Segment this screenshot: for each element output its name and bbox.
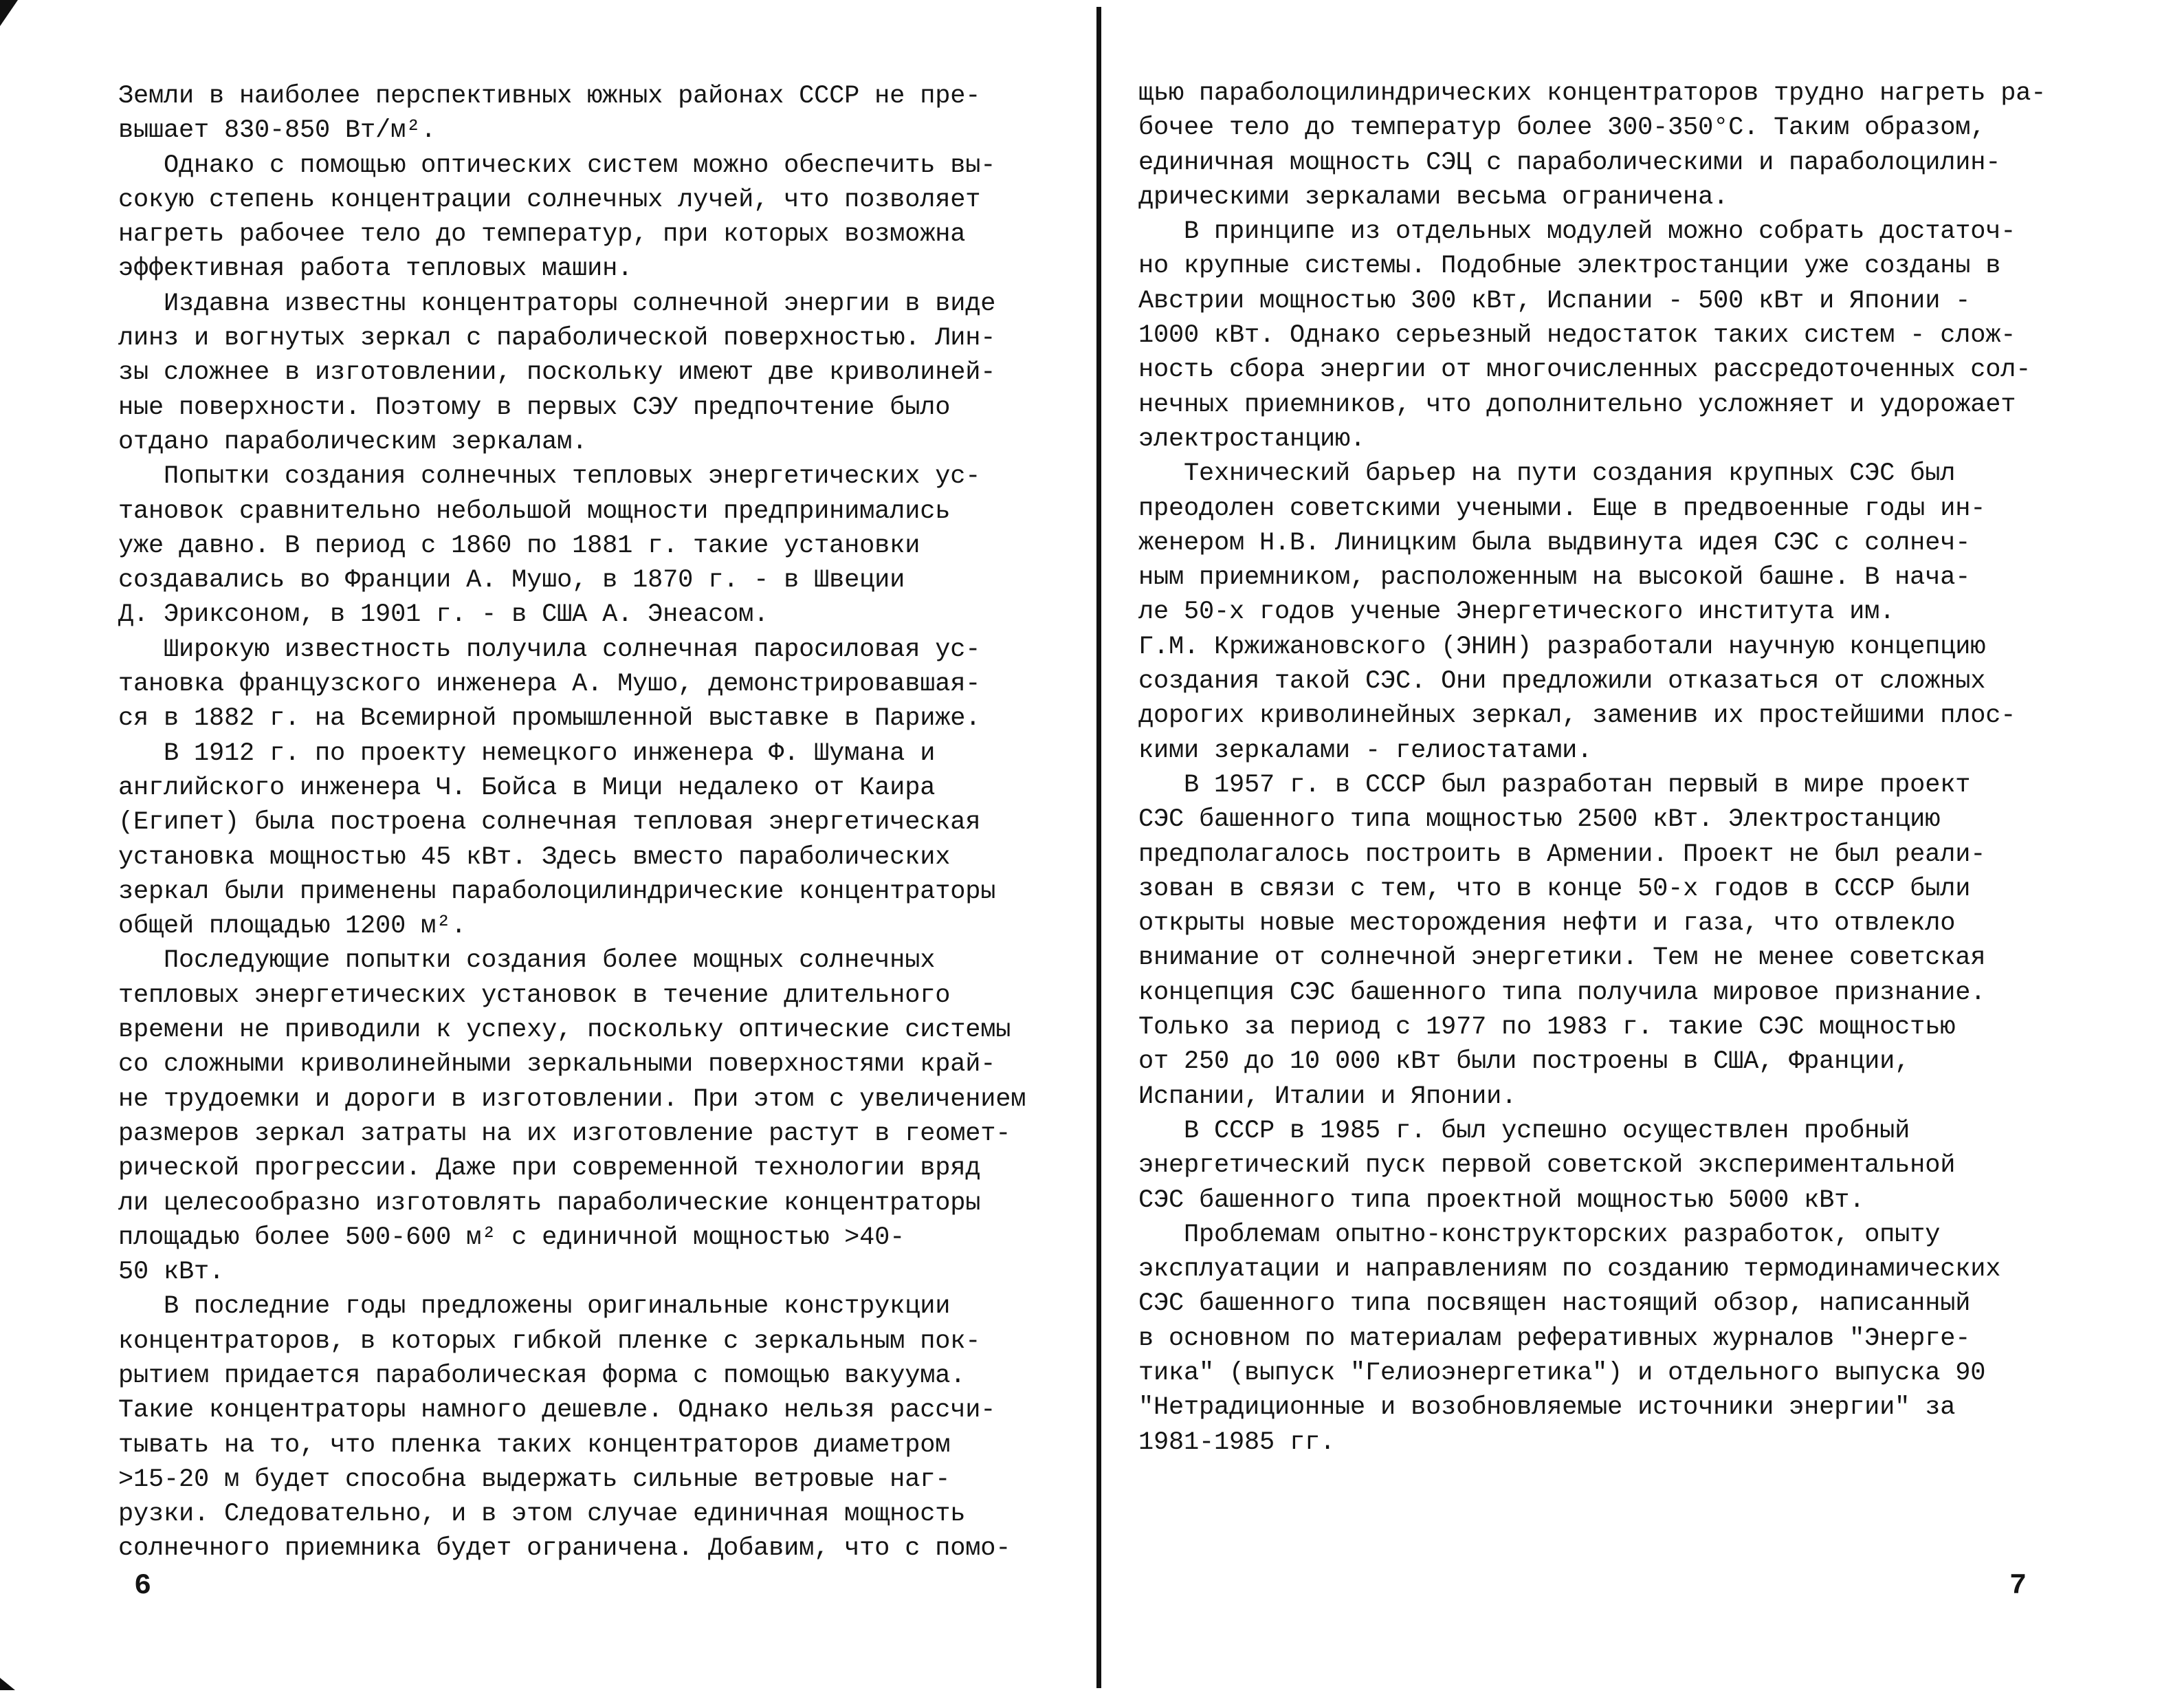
text-line: Последующие попытки создания более мощных солнечных xyxy=(118,946,936,976)
text-line: линз и вогнутых зеркал с параболической поверхностью. Лин- xyxy=(118,324,996,353)
text-line: создавались во Франции А. Мушо, в 1870 г. - в Швеции xyxy=(118,566,905,595)
right-page-number: 7 xyxy=(2009,1569,2027,1602)
text-line: Только за период с 1977 по 1983 г. такие СЭС мощностью xyxy=(1138,1013,1956,1042)
text-line: английского инженера Ч. Бойса в Мици недалеко от Каира xyxy=(118,773,936,802)
left-page-number: 6 xyxy=(134,1569,152,1602)
text-line: бочее тело до температур более 300-350°С. Таким образом, xyxy=(1138,113,1986,143)
text-line: кими зеркалами - гелиостатами. xyxy=(1138,736,1593,765)
text-line: нечных приемников, что дополнительно усложняет и удорожает xyxy=(1138,390,2016,419)
text-line: Г.М. Кржижановского (ЭНИН) разработали научную концепцию xyxy=(1138,632,1986,661)
text-line: Испании, Италии и Японии. xyxy=(1138,1082,1517,1111)
text-line: площадью более 500-600 м² с единичной мощностью >40- xyxy=(118,1223,905,1252)
text-line: отдано параболическим зеркалам. xyxy=(118,427,588,457)
text-line: тика" (выпуск "Гелиоэнергетика") и отдельного выпуска 90 xyxy=(1138,1358,1986,1388)
text-line: открыты новые месторождения нефти и газа, что отвлекло xyxy=(1138,909,1956,939)
text-line: В СССР в 1985 г. был успешно осуществлен пробный xyxy=(1138,1116,1910,1146)
right-page-text xyxy=(1138,76,2115,1460)
text-line: но крупные системы. Подобные электростанции уже созданы в xyxy=(1138,252,2001,281)
text-line: Издавна известны концентраторы солнечной энергии в виде xyxy=(118,289,996,318)
text-line: Австрии мощностью 300 кВт, Испании - 500 кВт и Японии - xyxy=(1138,286,1971,316)
text-line: тановок сравнительно небольшой мощности предпринимались xyxy=(118,496,951,526)
text-line: ность сбора энергии от многочисленных рассредоточенных сол- xyxy=(1138,356,2031,385)
text-line: зеркал были применены параболоцилиндрические концентраторы xyxy=(118,877,996,906)
right-page xyxy=(1112,0,2184,1695)
text-line: щью параболоцилиндрических концентраторов трудно нагреть ра- xyxy=(1138,79,2047,108)
text-line: (Египет) была построена солнечная тепловая энергетическая xyxy=(118,808,981,838)
text-line: не трудоемки и дороги в изготовлении. При этом с увеличением xyxy=(118,1084,1026,1114)
text-line: в основном по материалам реферативных журналов "Энерге- xyxy=(1138,1324,1971,1353)
text-line: электростанцию. xyxy=(1138,424,1366,454)
text-line: предполагалось построить в Армении. Проект не был реали- xyxy=(1138,840,1986,869)
text-line: дорогих криволинейных зеркал, заменив их простейшими плос- xyxy=(1138,701,2016,731)
left-page-text xyxy=(118,79,1067,1566)
text-line: эффективная работа тепловых машин. xyxy=(118,254,633,284)
text-line: Д. Эриксоном, в 1901 г. - в США А. Энеасом. xyxy=(118,600,769,630)
text-line: тывать на то, что пленка таких концентраторов диаметром xyxy=(118,1430,951,1460)
text-line: СЭС башенного типа проектной мощностью 5000 кВт. xyxy=(1138,1185,1865,1215)
text-line: Попытки создания солнечных тепловых энергетических ус- xyxy=(118,462,981,492)
text-line: внимание от солнечной энергетики. Тем не менее советская xyxy=(1138,943,1986,973)
text-line: солнечного приемника будет ограничена. Добавим, что с помо- xyxy=(118,1534,1011,1564)
text-line: Широкую известность получила солнечная паросиловая ус- xyxy=(118,635,981,664)
text-line: со сложными криволинейными зеркальными поверхностями край- xyxy=(118,1050,996,1080)
text-line: В последние годы предложены оригинальные конструкции xyxy=(118,1292,951,1322)
text-line: СЭС башенного типа мощностью 2500 кВт. Электростанцию xyxy=(1138,805,1941,835)
text-line: Технический барьер на пути создания крупных СЭС был xyxy=(1138,459,1956,489)
text-line: зы сложнее в изготовлении, поскольку имеют две криволиней- xyxy=(118,358,996,388)
text-line: рузки. Следовательно, и в этом случае единичная мощность xyxy=(118,1500,966,1529)
text-line: тепловых энергетических установок в течение длительного xyxy=(118,981,951,1010)
text-line: нагреть рабочее тело до температур, при которых возможна xyxy=(118,220,966,250)
text-line: тановка французского инженера А. Мушо, демонстрировавшая- xyxy=(118,670,981,699)
text-line: преодолен советскими учеными. Еще в предвоенные годы ин- xyxy=(1138,494,1986,523)
text-line: эксплуатации и направлениям по созданию термодинамических xyxy=(1138,1255,2001,1284)
text-line: единичная мощность СЭЦ с параболическими и параболоцилин- xyxy=(1138,148,2001,177)
text-line: рытием придается параболическая форма с помощью вакуума. xyxy=(118,1361,966,1390)
text-line: 1981-1985 гг. xyxy=(1138,1428,1336,1457)
text-line: зован в связи с тем, что в конце 50-х годов в СССР были xyxy=(1138,874,1971,904)
text-line: ным приемником, расположенным на высокой башне. В нача- xyxy=(1138,563,1971,593)
text-line: ле 50-х годов ученые Энергетического института им. xyxy=(1138,598,1895,627)
text-line: >15-20 м будет способна выдержать сильные ветровые наг- xyxy=(118,1465,951,1494)
text-line: общей площадью 1200 м². xyxy=(118,912,467,941)
text-line: 50 кВт. xyxy=(118,1258,225,1287)
text-line: энергетический пуск первой советской экспериментальной xyxy=(1138,1151,1956,1181)
text-line: Земли в наиболее перспективных южных районах СССР не пре- xyxy=(118,82,981,111)
text-line: "Нетрадиционные и возобновляемые источники энергии" за xyxy=(1138,1393,1956,1423)
text-line: уже давно. В период с 1860 по 1881 г. такие установки xyxy=(118,531,920,560)
text-line: Проблемам опытно-конструкторских разработок, опыту xyxy=(1138,1220,1941,1249)
text-line: В 1957 г. в СССР был разработан первый в мире проект xyxy=(1138,770,1971,800)
text-line: от 250 до 10 000 кВт были построены в США, Франции, xyxy=(1138,1047,1910,1077)
text-line: размеров зеркал затраты на их изготовление растут в геомет- xyxy=(118,1119,1011,1148)
text-line: создания такой СЭС. Они предложили отказаться от сложных xyxy=(1138,667,1986,697)
text-line: дрическими зеркалами весьма ограничена. xyxy=(1138,182,1729,212)
text-line: Однако с помощью оптических систем можно обеспечить вы- xyxy=(118,151,996,180)
text-line: ли целесообразно изготовлять параболические концентраторы xyxy=(118,1188,981,1218)
text-line: ся в 1882 г. на Всемирной промышленной выставке в Париже. xyxy=(118,704,981,734)
text-line: времени не приводили к успеху, поскольку оптические системы xyxy=(118,1016,1011,1045)
text-line: рической прогрессии. Даже при современной технологии вряд xyxy=(118,1154,981,1183)
text-line: женером Н.В. Линицким была выдвинута идея СЭС с солнеч- xyxy=(1138,528,1971,558)
text-line: концепция СЭС башенного типа получила мировое признание. xyxy=(1138,978,1986,1007)
text-line: ные поверхности. Поэтому в первых СЭУ предпочтение было xyxy=(118,393,951,422)
text-line: СЭС башенного типа посвящен настоящий обзор, написанный xyxy=(1138,1289,1971,1319)
text-line: установка мощностью 45 кВт. Здесь вместо параболических xyxy=(118,842,951,872)
text-line: В принципе из отдельных модулей можно собрать достаточ- xyxy=(1138,217,2016,247)
text-line: Такие концентраторы намного дешевле. Однако нельзя рассчи- xyxy=(118,1396,996,1425)
text-line: вышает 830-850 Вт/м². xyxy=(118,116,437,146)
text-line: 1000 кВт. Однако серьезный недостаток таких систем - слож- xyxy=(1138,321,2016,351)
text-line: концентраторов, в которых гибкой пленке с зеркальным пок- xyxy=(118,1326,981,1356)
text-line: В 1912 г. по проекту немецкого инженера Ф. Шумана и xyxy=(118,739,936,768)
text-line: сокую степень концентрации солнечных лучей, что позволяет xyxy=(118,185,981,215)
